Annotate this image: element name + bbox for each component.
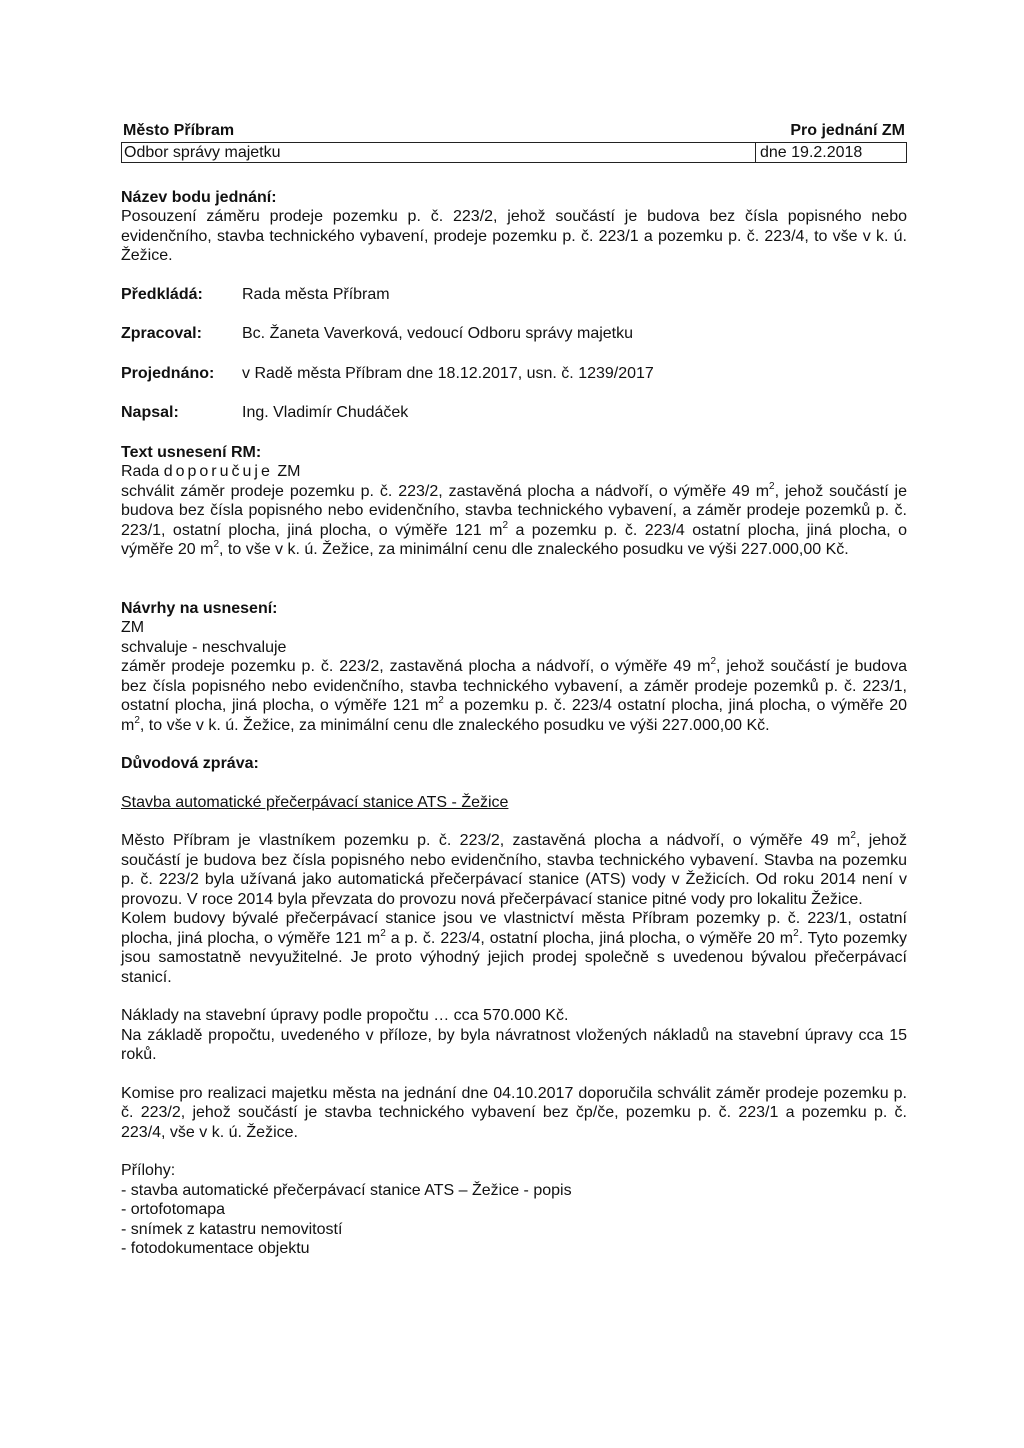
attachment-item: - fotodokumentace objektu (121, 1240, 310, 1257)
reason-para2: Kolem budovy bývalé přečerpávací stanice jsou ve vlastnictví města Příbram pozemky p. č. 223/1, ostatní plocha, jiná plocha, o výměře 121 $m^2$ a p. č. 223/4, ostatní plocha, jiná plocha, o výměře 20 $m^2$. Tyto pozemky jsou samostatně nevyužitelné. Je proto výhodný jejich prodej společně s uvedenou bývalou přečerpávací stanicí. (121, 910, 907, 986)
meta-value: Rada města Příbram (242, 285, 390, 303)
rm-resolution-text: schválit záměr prodeje pozemku p. č. 223/2, zastavěná plocha a nádvoří, o výměře 49 $m^2$, jehož součástí je budova bez čísla popisného nebo evidenčního, stavba technického vybavení, a záměr prodeje pozemků p. č. 223/1, ostatní plocha, jiná plocha, o výměře 121 $m^2$ a pozemku p. č. 223/4 ostatní plocha, jiná plocha, o výměře 20 $m^2$, to vše v k. ú. Žežice, za minimální cenu dle znaleckého posudku ve výši 227.000,00 Kč. (121, 480, 908, 558)
rm-line1 (121, 462, 907, 482)
meta-label: Předkládá: (121, 285, 203, 303)
meta-value: Ing. Vladimír Chudáček (242, 404, 409, 421)
department: Odbor správy majetku (122, 143, 756, 162)
meta-label: Zpracoval: (121, 325, 202, 342)
meta-value: Bc. Žaneta Vaverková, vedoucí Odboru správy majetku (242, 325, 634, 342)
agenda-heading: Název bodu jednání: (121, 188, 277, 206)
rm-heading: Text usnesení RM: (121, 443, 262, 461)
reason-cost1: Náklady na stavební úpravy podle propočtu … cca 570.000 Kč. (121, 1007, 569, 1024)
meta-row-writer (121, 403, 907, 423)
meta-label: Projednáno: (121, 364, 215, 382)
meeting-label: Pro jednání ZM (790, 122, 905, 139)
rm-subject: Rada (121, 463, 160, 480)
meta-label: Napsal: (121, 404, 179, 421)
attachment-item: - stavba automatické přečerpávací stanice ATS – Žežice - popis (121, 1181, 572, 1199)
agenda-text: Posouzení záměru prodeje pozemku p. č. 223/2, jehož součástí je budova bez čísla popisného nebo evidenčního, stavba technického vybavení, prodeje pozemku p. č. 223/1 a pozemku p. č. 223/4, to vše v k. ú. Žežice. (121, 208, 907, 264)
reason-para1: Město Příbram je vlastníkem pozemku p. č. 223/2, zastavěná plocha a nádvoří, o výměře 49 $m^2$, jehož součástí je budova bez čísla popisného nebo evidenčního, stavba technického vybavení. Stavba na pozemku p. č. 223/2 byla užívaná jako automatická přečerpávací stanice (ATS) vody v Žežicích. Od roku 2014 není v provozu. V roce 2014 byla převzata do provozu nová přečerpávací stanice pitné vody pro lokalitu Žežice. (121, 830, 907, 908)
meta-row-submitter (121, 285, 907, 305)
header-box (121, 142, 907, 163)
reason-committee: Komise pro realizaci majetku města na jednání dne 04.10.2017 doporučila schválit záměr prodeje pozemku p. č. 223/2, jehož součástí je stavba technického vybavení bez čp/če, pozemku p. č. 223/1 a pozemku p. č. 223/4, vše v k. ú. Žežice. (121, 1084, 907, 1141)
proposal-line1: ZM (121, 619, 145, 636)
document-date: dne 19.2.2018 (760, 143, 863, 161)
attachment-item: - ortofotomapa (121, 1201, 226, 1218)
proposal-heading: Návrhy na usnesení: (121, 599, 278, 617)
meta-value: v Radě města Příbram dne 18.12.2017, usn. č. 1239/2017 (242, 364, 654, 382)
meta-row-author (121, 324, 907, 344)
attachments-heading: Přílohy: (121, 1162, 176, 1179)
header-top (121, 121, 907, 141)
reason-cost2: Na základě propočtu, uvedeného v příloze, by byla návratnost vložených nákladů na stavební úpravy cca 15 roků. (121, 1026, 907, 1063)
attachment-item: - snímek z katastru nemovitostí (121, 1220, 343, 1238)
proposal-line2: schvaluje - neschvaluje (121, 638, 287, 656)
rm-verb: doporučuje (163, 463, 273, 480)
rm-object: ZM (277, 463, 301, 480)
proposal-text: záměr prodeje pozemku p. č. 223/2, zastavěná plocha a nádvoří, o výměře 49 $m^2$, jehož součástí je budova bez čísla popisného nebo evidenčního, stavba technického vybavení, a záměr prodeje pozemků p. č. 223/1, ostatní plocha, jiná plocha, o výměře 121 $m^2$ a pozemku p. č. 223/4 ostatní plocha, jiná plocha, o výměře 20 $m^2$, to vše v k. ú. Žežice, za minimální cenu dle znaleckého posudku ve výši 227.000,00 Kč. (121, 656, 907, 734)
document-page (121, 121, 907, 1259)
reason-subheading: Stavba automatické přečerpávací stanice ATS - Žežice (121, 793, 509, 811)
org-name: Město Příbram (123, 122, 235, 139)
reason-heading: Důvodová zpráva: (121, 755, 259, 772)
meta-row-discussed (121, 364, 907, 384)
